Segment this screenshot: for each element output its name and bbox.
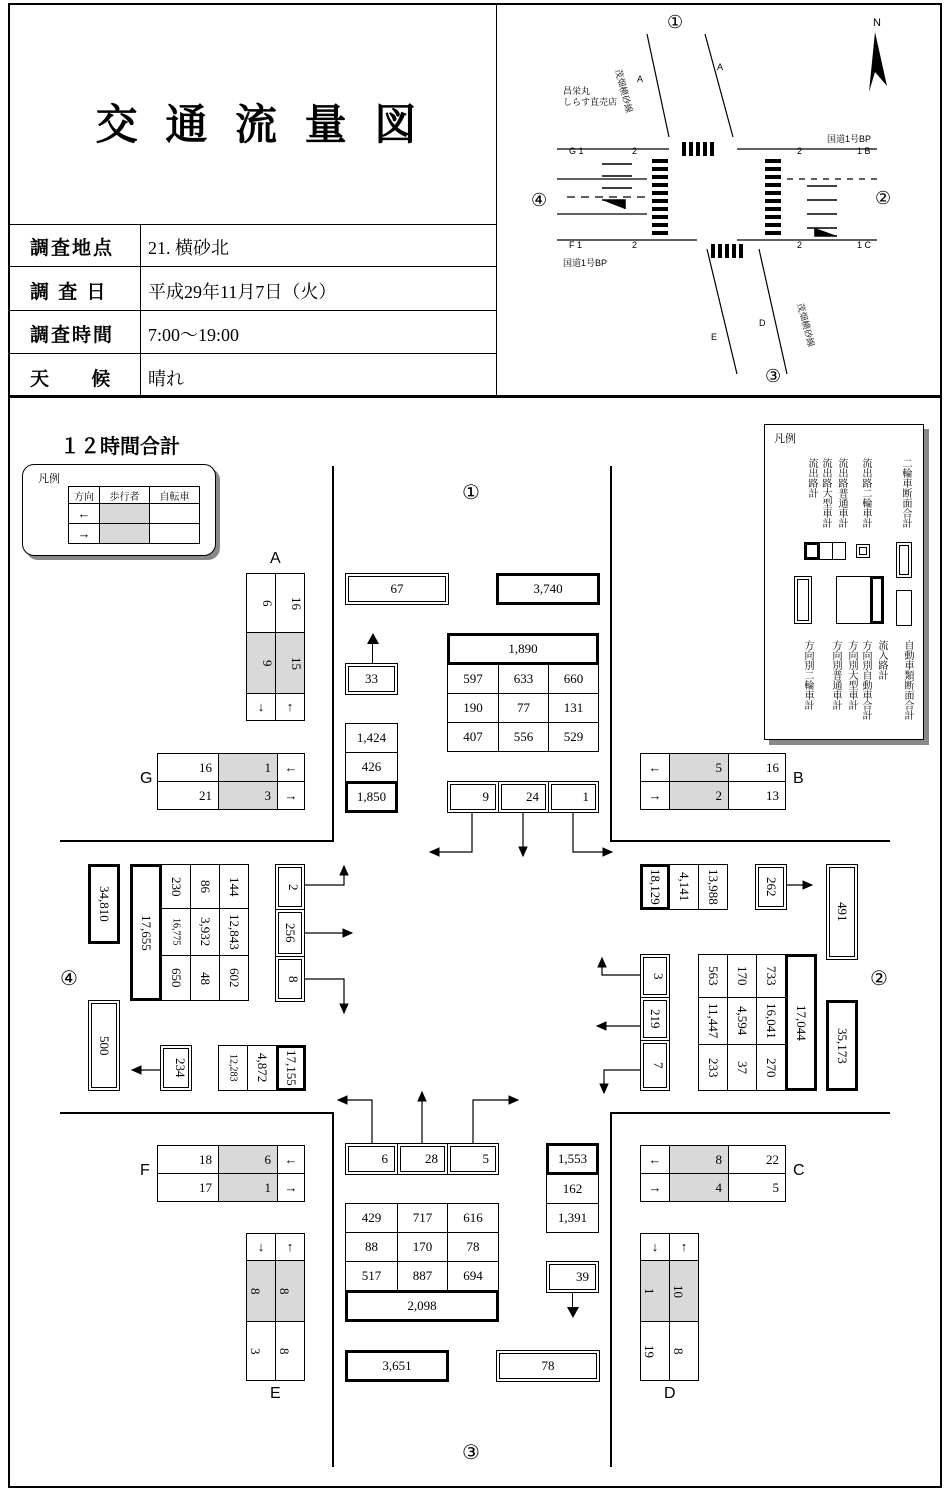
south-inflow: 2,098 (345, 1290, 499, 1322)
map-approach-2: ② (875, 188, 892, 209)
date-label: 調 査 日 (30, 282, 108, 303)
map-shop-label: 昌栄丸 (563, 86, 591, 96)
bike-a-in: 16 (275, 573, 305, 633)
svg-text:G 1: G 1 (569, 146, 584, 156)
svg-text:1 C: 1 C (857, 240, 872, 250)
map-approach-1: ① (667, 12, 684, 33)
svg-text:A: A (717, 62, 724, 72)
approach-3-label: ③ (462, 1440, 480, 1464)
svg-text:2: 2 (797, 240, 803, 250)
svg-text:国道1号BP: 国道1号BP (563, 258, 608, 268)
svg-text:茂畑横砂線: 茂畑横砂線 (613, 67, 635, 114)
north-inflow: 1,890 (447, 633, 599, 665)
site-label: 調査地点 (30, 238, 115, 259)
north-label: N (873, 17, 881, 29)
svg-text:F 1: F 1 (569, 240, 583, 250)
svg-text:2: 2 (797, 146, 803, 156)
north-outflow-bike: 33 (345, 663, 398, 695)
page-title: 交 通 流 量 図 (95, 101, 425, 148)
south-vehicle-total: 3,651 (345, 1350, 449, 1382)
west-outflow-bike: 234 (160, 1045, 192, 1091)
east-two-wheel-total: 491 (826, 864, 858, 960)
time-label: 調査時間 (30, 325, 115, 346)
site-value: 21. 横砂北 (148, 238, 229, 258)
east-vehicle-total: 35,173 (826, 1000, 858, 1091)
south-outflow-bike: 39 (546, 1261, 599, 1293)
svg-text:しらす直売店: しらす直売店 (563, 97, 618, 107)
approach-4-label: ④ (60, 966, 78, 990)
time-value: 7:00〜19:00 (148, 325, 240, 345)
map-approach-3: ③ (765, 366, 782, 387)
section-title: １２時間合計 (60, 436, 180, 458)
svg-text:2: 2 (632, 146, 638, 156)
weather-label: 天 候 (30, 369, 117, 390)
east-inflow: 17,044 (785, 954, 817, 1091)
map-route-label: 国道1号BP (827, 134, 872, 144)
svg-text:茂畑横砂線: 茂畑横砂線 (795, 301, 817, 348)
west-inflow: 17,655 (130, 864, 162, 1001)
east-outflow-bike: 262 (755, 864, 787, 910)
south-two-wheel-total: 78 (496, 1350, 600, 1382)
svg-text:E: E (711, 332, 718, 342)
date-value: 平成29年11月7日（火） (148, 282, 337, 302)
approach-1-label: ① (462, 480, 480, 504)
ped-a-in: 6 (246, 573, 276, 633)
svg-text:A: A (637, 74, 644, 84)
weather-value: 晴れ (148, 369, 184, 389)
approach-2-label: ② (870, 966, 888, 990)
north-vehicle-total: 3,740 (496, 573, 600, 605)
map-approach-4: ④ (531, 190, 548, 211)
west-two-wheel-total: 500 (88, 1000, 120, 1091)
crossing-a-label: A (270, 550, 281, 567)
west-vehicle-total: 34,810 (88, 864, 120, 944)
north-two-wheel-total: 67 (345, 573, 449, 605)
svg-text:1 B: 1 B (857, 146, 871, 156)
svg-text:D: D (759, 318, 766, 328)
svg-text:2: 2 (632, 240, 638, 250)
